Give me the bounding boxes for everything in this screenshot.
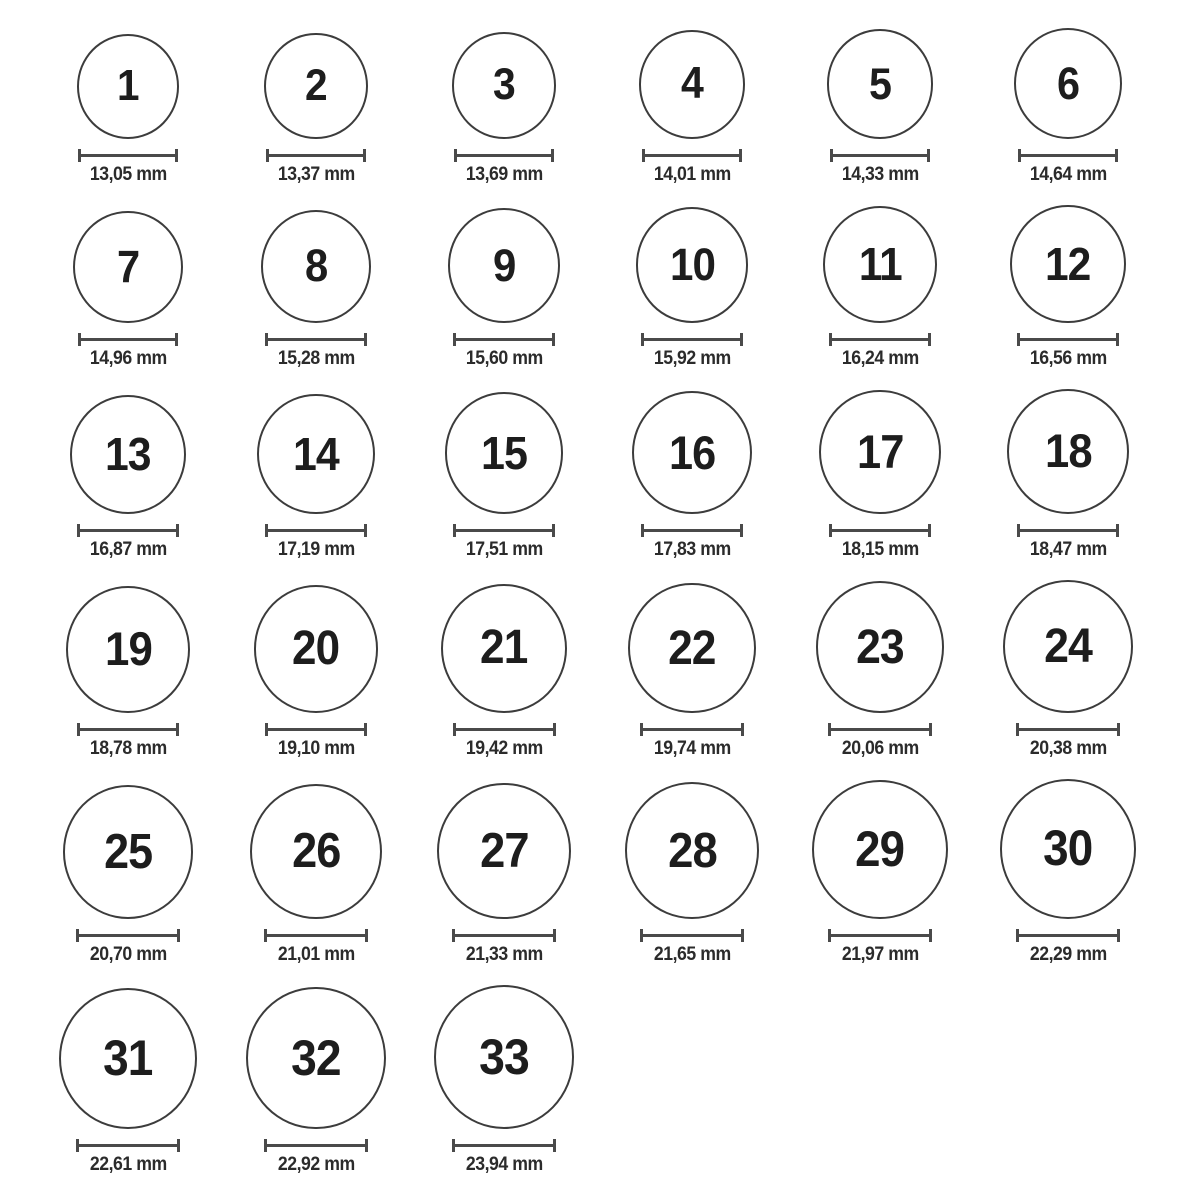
ring-size-number: 13: [105, 428, 151, 481]
measure-right-tick-icon: [740, 524, 743, 537]
measure-right-tick-icon: [553, 929, 556, 942]
ring-circle: [445, 392, 564, 514]
ring-size-number: 29: [855, 820, 905, 877]
ring-circle: [77, 34, 179, 139]
measure-right-tick-icon: [552, 333, 555, 346]
ring-circle: [448, 208, 560, 322]
measure-bar: [1016, 728, 1119, 731]
ring-size-number: 8: [304, 240, 328, 292]
diameter-label: 21,01 mm: [277, 944, 355, 966]
measure-right-tick-icon: [1117, 929, 1120, 942]
measure-right-tick-icon: [365, 1139, 368, 1152]
diameter-label: 19,74 mm: [653, 738, 731, 760]
diameter-label: 16,56 mm: [1029, 347, 1107, 369]
measure-right-tick-icon: [929, 929, 932, 942]
diameter-measure-line: [265, 723, 368, 736]
measure-right-tick-icon: [553, 1139, 556, 1152]
diameter-measure-line: [265, 524, 367, 537]
size-row: [34, 28, 1200, 185]
diameter-measure-line: [641, 524, 743, 537]
ring-size-number: 26: [291, 824, 341, 879]
ring-size-cell: [974, 580, 1162, 759]
diameter-measure-line: [828, 929, 932, 942]
ring-size-number: 18: [1044, 424, 1092, 478]
ring-size-cell: [974, 28, 1162, 185]
ring-circle: [434, 985, 574, 1129]
diameter-label: 21,97 mm: [841, 944, 919, 966]
measure-bar: [642, 154, 742, 157]
measure-bar: [453, 728, 556, 731]
ring-size-cell: [34, 586, 222, 759]
diameter-label: 18,47 mm: [1029, 539, 1107, 561]
diameter-label: 22,92 mm: [277, 1154, 355, 1176]
diameter-measure-line: [1018, 149, 1119, 162]
ring-size-number: 12: [1045, 237, 1091, 290]
diameter-label: 21,65 mm: [653, 944, 731, 966]
ring-size-number: 14: [293, 427, 339, 480]
diameter-measure-line: [829, 333, 931, 346]
measure-bar: [453, 338, 554, 341]
diameter-measure-line: [266, 149, 366, 162]
ring-circle: [441, 584, 567, 713]
measure-bar: [76, 934, 180, 937]
ring-size-cell: [222, 33, 410, 185]
diameter-measure-line: [77, 723, 180, 736]
ring-circle: [246, 987, 385, 1130]
ring-circle: [437, 783, 570, 920]
diameter-label: 16,87 mm: [89, 539, 167, 561]
measure-bar: [77, 529, 179, 532]
ring-size-number: 33: [479, 1028, 529, 1086]
measure-right-tick-icon: [739, 149, 742, 162]
diameter-measure-line: [452, 929, 556, 942]
measure-bar: [78, 338, 179, 341]
diameter-label: 18,15 mm: [841, 539, 919, 561]
ring-size-cell: [786, 780, 974, 965]
ring-circle: [257, 394, 375, 515]
measure-right-tick-icon: [176, 723, 179, 736]
ring-circle: [812, 780, 948, 919]
ring-size-number: 11: [858, 238, 902, 291]
diameter-measure-line: [453, 723, 556, 736]
ring-size-number: 3: [493, 59, 515, 109]
ring-size-cell: [974, 389, 1162, 560]
ring-size-number: 5: [868, 58, 891, 109]
measure-bar: [265, 338, 366, 341]
diameter-measure-line: [641, 333, 742, 346]
measure-bar: [452, 1144, 557, 1147]
diameter-measure-line: [264, 1139, 369, 1152]
diameter-label: 13,69 mm: [465, 163, 543, 185]
diameter-measure-line: [828, 723, 931, 736]
measure-bar: [264, 934, 368, 937]
ring-circle: [625, 782, 759, 920]
ring-circle: [632, 391, 752, 514]
ring-circle: [1000, 779, 1137, 919]
ring-size-number: 25: [103, 824, 153, 879]
diameter-label: 14,64 mm: [1029, 163, 1107, 185]
ring-circle: [819, 390, 940, 514]
measure-right-tick-icon: [364, 524, 367, 537]
ring-size-number: 9: [492, 239, 516, 291]
ring-size-cell: [598, 207, 786, 369]
ring-circle: [823, 206, 937, 323]
ring-circle: [59, 988, 197, 1129]
ring-size-cell: [598, 583, 786, 759]
measure-right-tick-icon: [552, 524, 555, 537]
diameter-measure-line: [830, 149, 931, 162]
measure-bar: [264, 1144, 369, 1147]
diameter-label: 15,60 mm: [465, 347, 543, 369]
measure-bar: [453, 529, 555, 532]
ring-circle: [254, 585, 379, 713]
ring-circle: [816, 581, 944, 713]
ring-size-cell: [34, 34, 222, 185]
measure-bar: [828, 728, 931, 731]
ring-size-cell: [34, 211, 222, 369]
measure-right-tick-icon: [1116, 524, 1119, 537]
diameter-label: 19,10 mm: [277, 738, 355, 760]
measure-right-tick-icon: [928, 333, 931, 346]
ring-size-cell: [222, 784, 410, 965]
measure-right-tick-icon: [551, 149, 554, 162]
ring-size-number: 23: [856, 620, 904, 675]
measure-right-tick-icon: [176, 524, 179, 537]
measure-right-tick-icon: [928, 524, 931, 537]
ring-circle: [452, 32, 556, 139]
ring-size-cell: [410, 208, 598, 368]
measure-right-tick-icon: [1115, 149, 1118, 162]
diameter-measure-line: [1017, 333, 1119, 346]
diameter-measure-line: [454, 149, 554, 162]
measure-right-tick-icon: [929, 723, 932, 736]
measure-bar: [1018, 154, 1119, 157]
diameter-label: 18,78 mm: [89, 738, 167, 760]
diameter-label: 17,19 mm: [277, 539, 355, 561]
size-row: [34, 779, 1200, 965]
diameter-label: 15,92 mm: [653, 347, 731, 369]
ring-size-cell: [222, 394, 410, 561]
measure-bar: [266, 154, 366, 157]
ring-size-number: 31: [103, 1030, 153, 1087]
ring-size-cell: [786, 390, 974, 560]
measure-right-tick-icon: [1116, 333, 1119, 346]
ring-size-number: 32: [291, 1029, 341, 1086]
ring-size-cell: [34, 785, 222, 965]
measure-bar: [1016, 934, 1120, 937]
diameter-label: 16,24 mm: [841, 347, 919, 369]
ring-size-cell: [410, 783, 598, 966]
measure-bar: [828, 934, 932, 937]
ring-circle: [264, 33, 367, 139]
ring-circle: [63, 785, 194, 919]
size-row: [34, 205, 1200, 369]
ring-circle: [1010, 205, 1125, 323]
measure-right-tick-icon: [740, 333, 743, 346]
ring-size-cell: [974, 205, 1162, 369]
ring-size-cell: [786, 206, 974, 369]
measure-bar: [640, 934, 744, 937]
ring-size-cell: [222, 585, 410, 759]
ring-size-cell: [598, 30, 786, 184]
ring-size-number: 20: [292, 622, 340, 676]
measure-bar: [830, 154, 931, 157]
diameter-label: 15,28 mm: [277, 347, 355, 369]
diameter-measure-line: [264, 929, 368, 942]
ring-size-number: 1: [117, 61, 139, 111]
ring-size-number: 15: [480, 426, 528, 479]
ring-circle: [1003, 580, 1133, 713]
measure-bar: [829, 529, 931, 532]
ring-circle: [66, 586, 190, 713]
measure-right-tick-icon: [364, 723, 367, 736]
ring-size-number: 27: [479, 823, 529, 879]
diameter-label: 23,94 mm: [465, 1154, 543, 1176]
measure-bar: [640, 728, 743, 731]
diameter-label: 17,83 mm: [653, 539, 731, 561]
measure-right-tick-icon: [175, 333, 178, 346]
ring-circle: [1014, 28, 1122, 139]
measure-bar: [641, 338, 742, 341]
measure-right-tick-icon: [177, 1139, 180, 1152]
ring-size-number: 7: [116, 241, 140, 293]
ring-size-cell: [974, 779, 1162, 965]
ring-size-number: 28: [667, 822, 717, 878]
ring-size-number: 30: [1043, 820, 1093, 877]
measure-bar: [78, 154, 178, 157]
diameter-measure-line: [76, 1139, 181, 1152]
ring-size-number: 16: [668, 426, 716, 480]
measure-bar: [76, 1144, 181, 1147]
measure-right-tick-icon: [365, 929, 368, 942]
ring-size-number: 17: [856, 425, 904, 479]
measure-right-tick-icon: [363, 149, 366, 162]
diameter-measure-line: [1016, 929, 1120, 942]
diameter-measure-line: [453, 333, 554, 346]
ring-size-cell: [410, 584, 598, 759]
diameter-measure-line: [76, 929, 180, 942]
ring-size-number: 19: [104, 622, 152, 676]
measure-bar: [454, 154, 554, 157]
ring-size-cell: [786, 581, 974, 759]
ring-size-cell: [598, 391, 786, 560]
measure-right-tick-icon: [175, 149, 178, 162]
diameter-measure-line: [265, 333, 366, 346]
ring-size-number: 4: [681, 59, 703, 109]
diameter-measure-line: [640, 723, 743, 736]
measure-bar: [452, 934, 556, 937]
ring-circle: [261, 210, 371, 323]
measure-right-tick-icon: [177, 929, 180, 942]
diameter-label: 19,42 mm: [465, 738, 543, 760]
measure-bar: [1017, 529, 1120, 532]
ring-size-cell: [786, 29, 974, 184]
ring-size-cell: [410, 392, 598, 560]
ring-size-cell: [598, 782, 786, 966]
measure-bar: [265, 529, 367, 532]
diameter-measure-line: [1016, 723, 1119, 736]
measure-right-tick-icon: [364, 333, 367, 346]
diameter-label: 21,33 mm: [465, 944, 543, 966]
measure-bar: [641, 529, 743, 532]
ring-circle: [827, 29, 934, 138]
measure-bar: [829, 338, 931, 341]
measure-bar: [265, 728, 368, 731]
size-row: [34, 580, 1200, 759]
ring-size-cell: [34, 395, 222, 560]
diameter-label: 22,29 mm: [1029, 944, 1107, 966]
ring-size-number: 21: [480, 621, 528, 675]
diameter-measure-line: [78, 333, 179, 346]
diameter-measure-line: [642, 149, 742, 162]
ring-size-cell: [410, 985, 598, 1175]
measure-right-tick-icon: [553, 723, 556, 736]
ring-size-cell: [222, 210, 410, 369]
diameter-measure-line: [452, 1139, 557, 1152]
ring-circle: [250, 784, 382, 919]
diameter-measure-line: [77, 524, 179, 537]
diameter-label: 13,37 mm: [277, 163, 355, 185]
ring-size-number: 6: [1056, 57, 1080, 109]
measure-right-tick-icon: [741, 929, 744, 942]
ring-circle: [1007, 389, 1129, 514]
ring-size-number: 2: [305, 60, 327, 110]
diameter-measure-line: [640, 929, 744, 942]
diameter-label: 20,06 mm: [841, 738, 919, 760]
diameter-label: 20,38 mm: [1029, 738, 1107, 760]
diameter-label: 14,33 mm: [841, 163, 919, 185]
diameter-measure-line: [829, 524, 931, 537]
ring-size-number: 22: [668, 620, 716, 675]
diameter-label: 20,70 mm: [89, 944, 167, 966]
measure-bar: [1017, 338, 1119, 341]
ring-circle: [628, 583, 755, 713]
measure-right-tick-icon: [927, 149, 930, 162]
diameter-measure-line: [78, 149, 178, 162]
size-row: [34, 985, 1200, 1175]
diameter-label: 14,01 mm: [653, 163, 731, 185]
diameter-label: 13,05 mm: [89, 163, 167, 185]
ring-size-cell: [410, 32, 598, 185]
ring-size-number: 24: [1044, 619, 1092, 674]
ring-circle: [636, 207, 749, 323]
ring-size-cell: [222, 987, 410, 1176]
ring-size-number: 10: [669, 239, 715, 291]
measure-right-tick-icon: [741, 723, 744, 736]
diameter-measure-line: [1017, 524, 1120, 537]
diameter-label: 22,61 mm: [89, 1154, 167, 1176]
diameter-label: 14,96 mm: [89, 347, 167, 369]
ring-circle: [73, 211, 182, 323]
ring-circle: [639, 30, 745, 138]
diameter-label: 17,51 mm: [465, 539, 543, 561]
measure-right-tick-icon: [1117, 723, 1120, 736]
measure-bar: [77, 728, 180, 731]
ring-circle: [70, 395, 186, 514]
diameter-measure-line: [453, 524, 555, 537]
ring-size-cell: [34, 988, 222, 1175]
size-row: [34, 389, 1200, 560]
